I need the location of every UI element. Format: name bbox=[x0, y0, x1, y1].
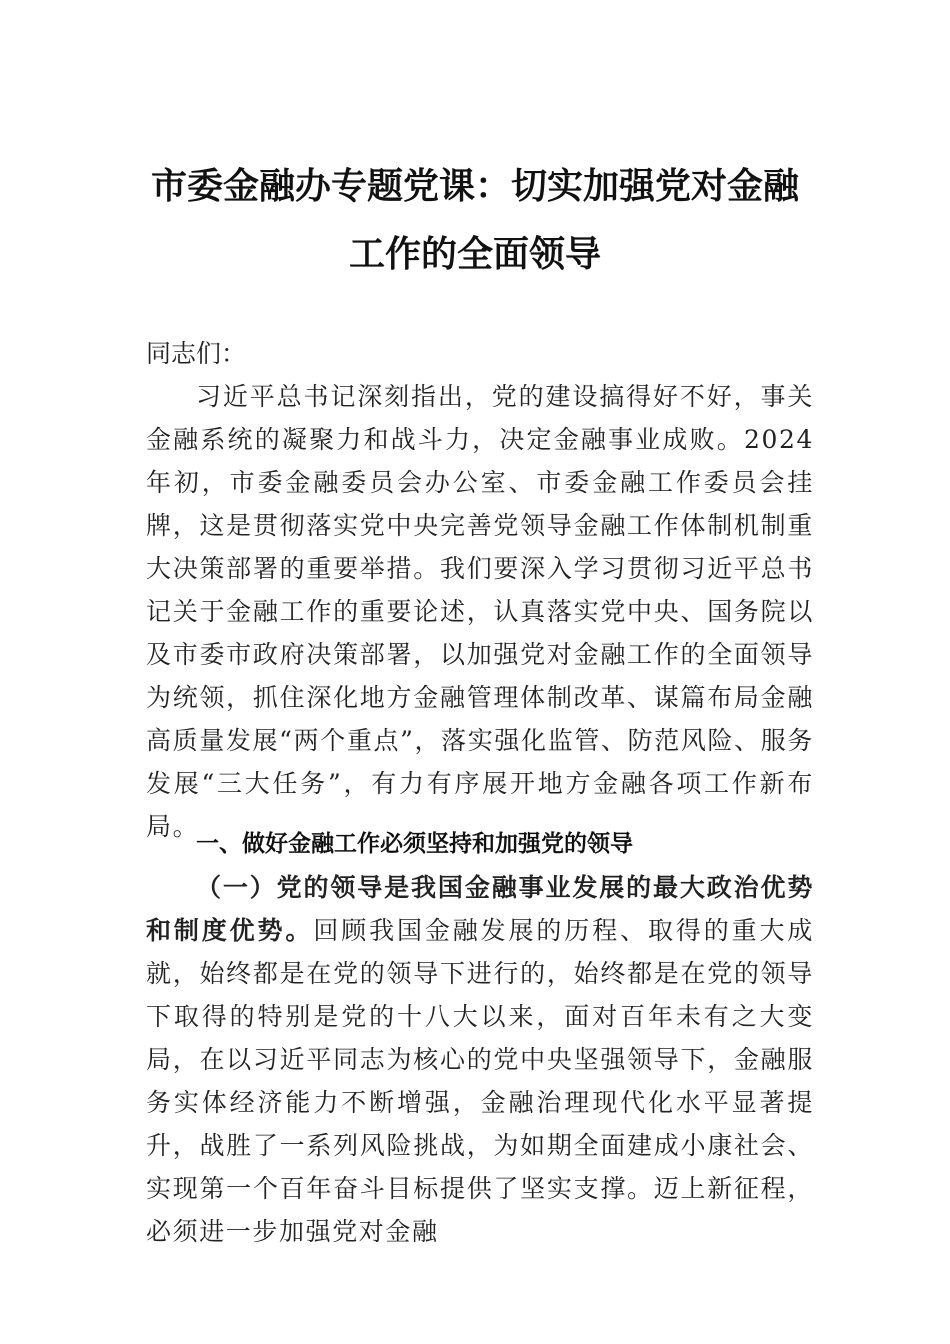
paragraph-2-lead: （一）党的领导是我国金融事业发展的最大政治优势和制度优势。 bbox=[146, 873, 814, 945]
paragraph-2 bbox=[146, 866, 814, 1253]
paragraph-1: 习近平总书记深刻指出，党的建设搞得好不好，事关金融系统的凝聚力和战斗力，决定金融事业成败。2024年初，市委金融委员会办公室、市委金融工作委员会挂牌，这是贯彻落实党中央完善党领导金融工作体制机制重大决策部署的重要举措。我们要深入学习贯彻习近平总书记关于金融工作的重要论述，认真落实党中央、国务院以及市委市政府决策部署，以加强党对金融工作的全面领导为统领，抓住深化地方金融管理体制改革、谋篇布局金融高质量发展“两个重点”，落实强化监管、防范风险、服务发展“三大任务”，有力有序展开地方金融各项工作新布局。 bbox=[146, 382, 814, 841]
paragraph-2-body: 回顾我国金融发展的历程、取得的重大成就，始终都是在党的领导下进行的，始终都是在党的领导下取得的特别是党的十八大以来，面对百年未有之大变局，在以习近平同志为核心的党中央坚强领导下，金融服务实体经济能力不断增强，金融治理现代化水平显著提升，战胜了一系列风险挑战，为如期全面建成小康社会、实现第一个百年奋斗目标提供了坚实支撑。迈上新征程，必须进一步加强党对金融 bbox=[146, 916, 814, 1246]
salutation: 同志们： bbox=[146, 339, 247, 368]
document-title-line-2: 工作的全面领导 bbox=[348, 233, 601, 275]
section-1-heading: 一、做好金融工作必须坚持和加强党的领导 bbox=[196, 831, 633, 857]
document-title-line-1: 市委金融办专题党课：切实加强党对金融 bbox=[150, 165, 799, 207]
